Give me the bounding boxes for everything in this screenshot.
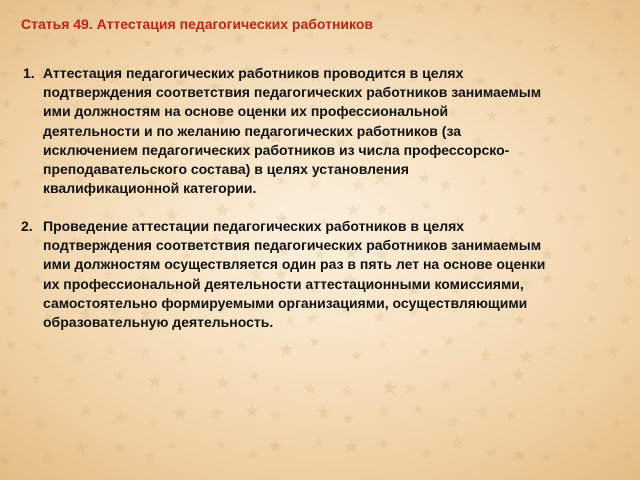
star-decoration (167, 439, 178, 449)
star-decoration (247, 200, 257, 210)
star-decoration (413, 1, 427, 14)
text-line: ими должностям на основе оценки их профессиональной (43, 103, 449, 120)
text-line: Аттестация педагогических работников проводится в целях (43, 65, 464, 81)
star-decoration (0, 387, 10, 397)
star-decoration (31, 374, 41, 384)
text-line: ими должностям осуществляется один раз в пять лет на основе оценки (43, 256, 546, 273)
star-decoration (623, 451, 633, 460)
star-decoration (303, 382, 317, 395)
star-decoration (63, 374, 77, 387)
text-line: квалификационной категории. (43, 180, 257, 197)
star-decoration (479, 349, 492, 361)
star-decoration (420, 347, 430, 357)
text-line: образовательную деятельность. (43, 314, 274, 331)
star-decoration (316, 405, 331, 419)
star-decoration (484, 445, 499, 459)
star-decoration (144, 450, 156, 462)
star-decoration (73, 439, 88, 453)
star-decoration (42, 200, 52, 209)
text-line: самостоятельно формируемыми организациями, осуществляющими (43, 294, 528, 311)
star-decoration (80, 404, 92, 416)
star-decoration (581, 351, 594, 364)
star-decoration (103, 47, 113, 56)
star-decoration (624, 104, 635, 114)
star-decoration (620, 372, 635, 386)
star-decoration (143, 0, 156, 9)
list-item-2 (21, 217, 621, 332)
star-decoration (167, 0, 182, 8)
star-decoration (71, 349, 86, 363)
star-decoration (245, 404, 259, 417)
list-item-1-number: 1. (23, 65, 35, 81)
star-decoration (5, 6, 15, 16)
star-decoration (586, 439, 600, 452)
star-decoration (0, 69, 9, 78)
star-decoration (112, 369, 125, 382)
star-decoration (557, 409, 567, 419)
text-line: преподавательского состава) в целях установления (43, 161, 409, 178)
star-decoration (5, 340, 15, 350)
star-decoration (4, 303, 18, 317)
slide-title: Статья 49. Аттестация педагогических работников (21, 16, 374, 32)
star-decoration (346, 203, 360, 216)
star-decoration (268, 439, 282, 452)
star-decoration (412, 404, 423, 414)
star-decoration (547, 42, 558, 53)
star-decoration (175, 384, 186, 394)
star-decoration (606, 344, 620, 357)
star-decoration (279, 342, 294, 356)
star-decoration (542, 342, 557, 356)
star-decoration (345, 439, 359, 452)
star-decoration (113, 442, 127, 455)
star-decoration (200, 42, 215, 56)
list-item-2-text (21, 217, 621, 332)
star-decoration (378, 439, 390, 451)
star-decoration (444, 336, 455, 346)
star-decoration (109, 0, 121, 8)
star-decoration (148, 374, 162, 387)
star-decoration (74, 3, 85, 14)
star-decoration (0, 137, 8, 148)
star-decoration (471, 1, 484, 14)
star-decoration (310, 337, 320, 347)
star-decoration (312, 2, 322, 12)
star-decoration (610, 418, 623, 430)
star-decoration (247, 448, 259, 460)
star-decoration (280, 45, 291, 55)
star-decoration (577, 0, 591, 11)
star-decoration (621, 237, 631, 247)
star-decoration (556, 384, 566, 393)
star-decoration (377, 404, 392, 418)
star-decoration (66, 35, 79, 48)
star-decoration (404, 381, 418, 394)
star-decoration (148, 417, 158, 427)
star-decoration (439, 0, 451, 10)
star-decoration (343, 413, 355, 424)
star-decoration (420, 199, 431, 210)
star-decoration (342, 2, 352, 11)
star-decoration (376, 204, 387, 215)
star-decoration (512, 447, 526, 460)
star-decoration (351, 350, 363, 361)
star-decoration (216, 440, 226, 450)
star-decoration (621, 275, 635, 288)
text-line: подтверждения соответствия педагогических работников занимаемым (43, 84, 542, 101)
star-decoration (34, 342, 45, 352)
star-decoration (378, 340, 389, 350)
star-decoration (420, 448, 432, 460)
star-decoration (2, 238, 13, 248)
star-decoration (313, 437, 325, 449)
star-decoration (272, 383, 282, 393)
star-decoration (0, 453, 11, 465)
star-decoration (105, 345, 116, 355)
star-decoration (33, 416, 47, 429)
star-decoration (439, 379, 452, 391)
list-item-2-number: 2. (21, 218, 33, 234)
star-decoration (116, 412, 126, 421)
star-decoration (519, 350, 533, 363)
star-decoration (487, 377, 499, 388)
star-decoration (577, 381, 587, 391)
star-decoration (38, 5, 48, 15)
star-decoration (512, 369, 525, 381)
star-decoration (173, 44, 186, 56)
star-decoration (586, 41, 597, 52)
star-decoration (235, 339, 249, 352)
star-decoration (576, 407, 587, 418)
text-line: подтверждения соответствия педагогических работников занимаемым (43, 237, 542, 254)
star-decoration (514, 203, 528, 216)
star-decoration (268, 409, 282, 422)
star-decoration (139, 346, 152, 358)
star-decoration (215, 203, 230, 217)
star-decoration (515, 37, 525, 46)
star-decoration (522, 1, 534, 13)
star-decoration (447, 415, 460, 427)
star-decoration (405, 36, 416, 46)
star-decoration (40, 450, 55, 464)
list-item-1 (21, 64, 621, 198)
star-decoration (609, 46, 619, 56)
star-decoration (173, 406, 188, 420)
star-decoration (11, 43, 25, 56)
star-decoration (209, 406, 223, 419)
star-decoration (541, 451, 553, 462)
text-line: деятельности и по желанию педагогических работников (за (43, 122, 462, 139)
star-decoration (2, 408, 12, 417)
text-line: их профессиональной деятельности аттестационными комиссиями, (43, 275, 524, 292)
text-line: исключением педагогических работников из числа профессорско- (43, 141, 510, 158)
star-decoration (475, 405, 489, 419)
star-decoration (250, 371, 260, 380)
star-decoration (178, 353, 188, 363)
star-decoration (215, 347, 225, 356)
star-decoration (382, 381, 397, 395)
star-decoration (0, 198, 10, 211)
star-decoration (344, 42, 358, 56)
star-decoration (143, 38, 153, 48)
star-decoration (450, 436, 464, 449)
star-decoration (506, 410, 516, 420)
star-decoration (2, 98, 12, 107)
list-item-1-text (21, 64, 621, 198)
star-decoration (340, 384, 354, 397)
text-line: Проведение аттестации педагогических работников в целях (43, 218, 465, 234)
star-decoration (215, 375, 230, 389)
star-decoration (8, 267, 19, 277)
